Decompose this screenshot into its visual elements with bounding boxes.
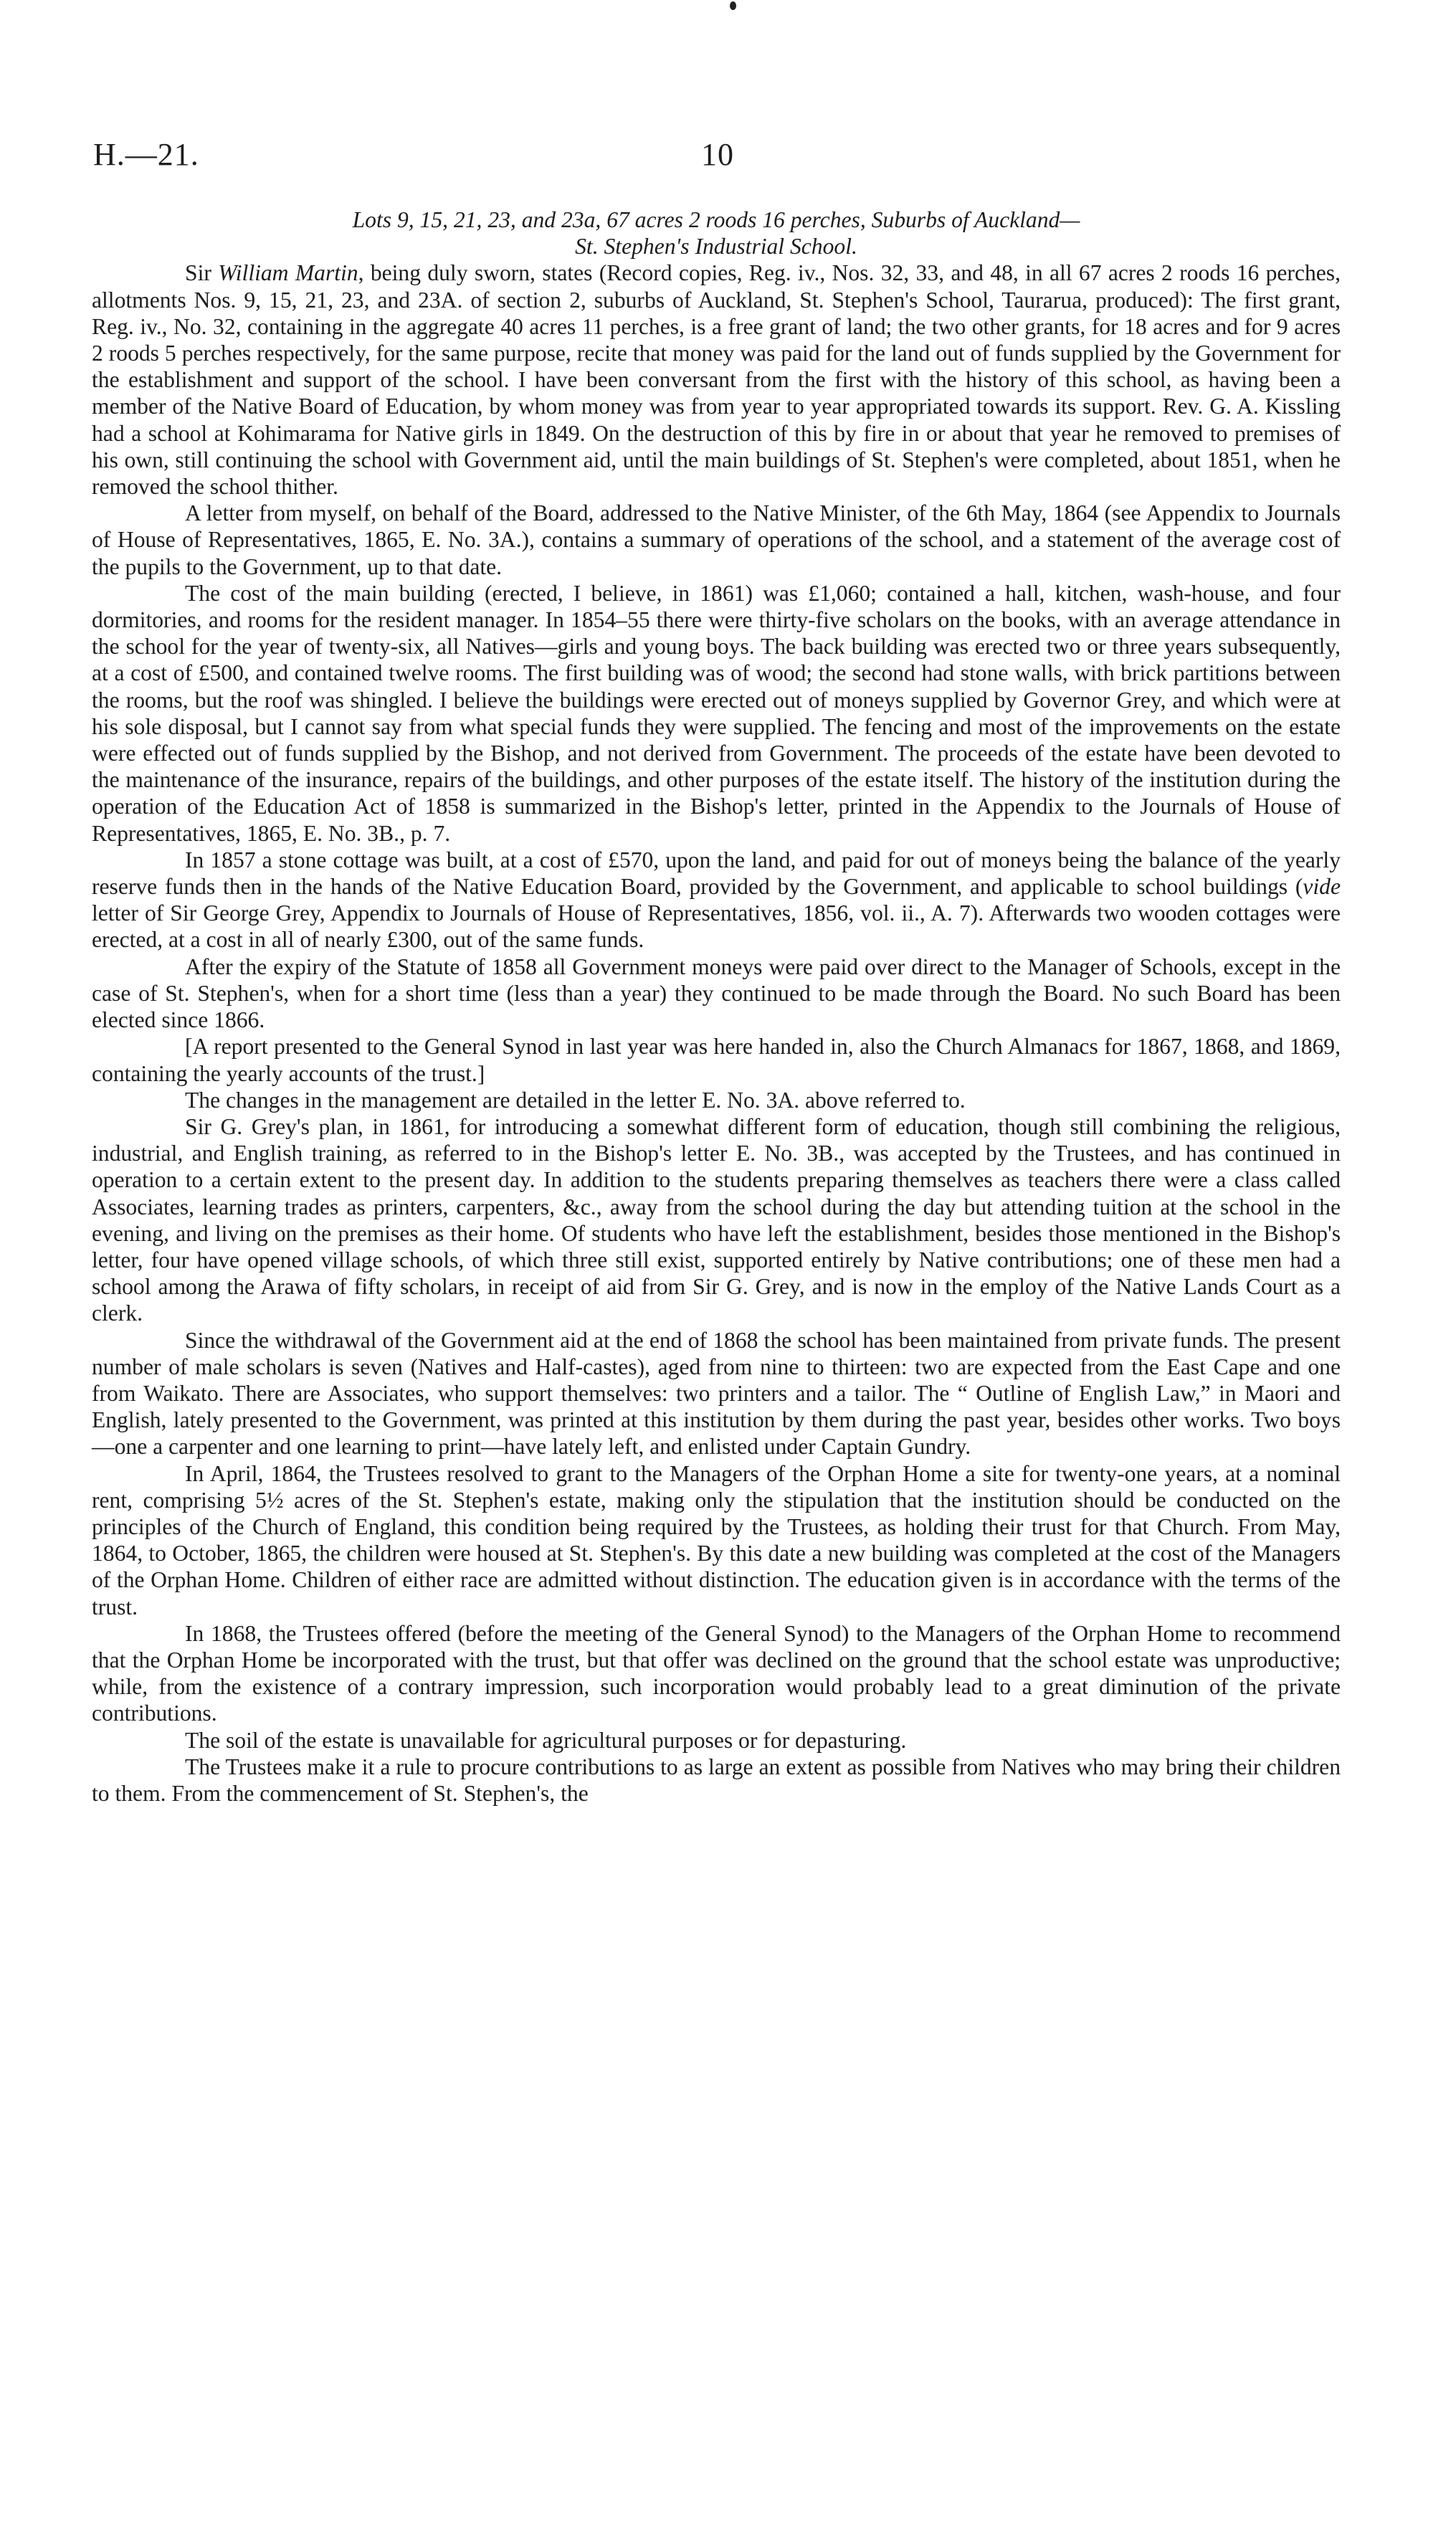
- paragraph-5: After the expiry of the Statute of 1858 all Government moneys were paid over direct to the Manager of Schools, except in the case of St. Stephen's, when for a short time (less than a year) they continued to be made through the Board. No such Board has been elected since 1866.: [92, 953, 1341, 1033]
- document-body: [92, 206, 1341, 1807]
- paragraph-9: Since the withdrawal of the Government aid at the end of 1868 the school has been maintained from private funds. The present number of male scholars is seven (Natives and Half-castes), aged from nine to thirteen: two are expected from the East Cape and one from Waikato. There are Associates, who support themselves: two printers and a tailor. The “ Outline of English Law,” in Maori and English, lately presented to the Government, was printed at this institution by them during the past year, besides other works. Two boys—one a carpenter and one learning to print—have lately left, and enlisted under Captain Gundry.: [92, 1327, 1341, 1460]
- witness-name: William Martin: [218, 260, 358, 286]
- page-number: 10: [701, 137, 734, 172]
- paragraph-1: Sir William Martin, being duly sworn, states (Record copies, Reg. iv., Nos. 32, 33, and 48, in all 67 acres 2 roods 16 perches, allotments Nos. 9, 15, 21, 23, and 23A. of section 2, suburbs of Auckland, St. Stephen's School, Taurarua, produced): The first grant, Reg. iv., No. 32, containing in the aggregate 40 acres 11 perches, is a free grant of land; the two other grants, for 18 acres and for 9 acres 2 roods 5 perches respectively, for the same purpose, recite that money was paid for the land out of funds supplied by the Government for the establishment and support of the school. I have been conversant from the first with the history of this school, as having been a member of the Native Board of Education, by whom money was from year to year appropriated towards its support. Rev. G. A. Kissling had a school at Kohimarama for Native girls in 1849. On the destruction of this by fire in or about that year he removed to premises of his own, still continuing the school with Government aid, until the main buildings of St. Stephen's were completed, about 1851, when he removed the school thither.: [92, 260, 1341, 500]
- paragraph-7: The changes in the management are detailed in the letter E. No. 3A. above referred to.: [185, 1087, 966, 1113]
- section-title-line-1: Lots 9, 15, 21, 23, and 23a, 67 acres 2 roods 16 perches, Suburbs of Auckland—: [352, 207, 1080, 232]
- paragraph-12: The soil of the estate is unavailable for agricultural purposes or for depasturing.: [185, 1727, 907, 1753]
- paragraph-3: The cost of the main building (erected, I believe, in 1861) was £1,060; contained a hall, kitchen, wash-house, and four dormitories, and rooms for the resident manager. In 1854–55 there were thirty-five scholars on the books, with an average attendance in the school for the year of twenty-six, all Natives—girls and young boys. The back building was erected two or three years subsequently, at a cost of £500, and contained twelve rooms. The first building was of wood; the second had stone walls, with brick partitions between the rooms, but the roof was shingled. I believe the buildings were erected out of moneys supplied by Governor Grey, and which were at his sole disposal, but I cannot say from what special funds they were supplied. The fencing and most of the improvements on the estate were effected out of funds supplied by the Bishop, and not derived from Government. The proceeds of the estate have been devoted to the maintenance of the insurance, repairs of the buildings, and other purposes of the estate itself. The history of the institution during the operation of the Education Act of 1858 is summarized in the Bishop's letter, printed in the Appendix to the Journals of House of Representatives, 1865, E. No. 3B., p. 7.: [92, 580, 1341, 846]
- paragraph-6: [A report presented to the General Synod in last year was here handed in, also the Church Almanacs for 1867, 1868, and 1869, containing the yearly accounts of the trust.]: [92, 1034, 1341, 1086]
- paragraph-10: In April, 1864, the Trustees resolved to grant to the Managers of the Orphan Home a site for twenty-one years, at a nominal rent, comprising 5½ acres of the St. Stephen's estate, making only the stipulation that the institution should be conducted on the principles of the Church of England, this condition being required by the Trustees, as holding their trust for that Church. From May, 1864, to October, 1865, the children were housed at St. Stephen's. By this date a new building was completed at the cost of the Managers of the Orphan Home. Children of either race are admitted without distinction. The education given is in accordance with the terms of the trust.: [92, 1460, 1341, 1619]
- paragraph-2: A letter from myself, on behalf of the Board, addressed to the Native Minister, of the 6th May, 1864 (see Appendix to Journals of House of Representatives, 1865, E. No. 3A.), contains a summary of operations of the school, and a statement of the average cost of the pupils to the Government, up to that date.: [92, 500, 1341, 579]
- section-title-line-2: St. Stephen's Industrial School.: [575, 234, 857, 260]
- paragraph-11: In 1868, the Trustees offered (before the meeting of the General Synod) to the Managers of the Orphan Home to recommend that the Orphan Home be incorporated with the trust, but that offer was declined on the ground that the school estate was unproductive; while, from the existence of a contrary impression, such incorporation would probably lead to a great diminution of the private contributions.: [92, 1620, 1341, 1726]
- paragraph-8: Sir G. Grey's plan, in 1861, for introducing a somewhat different form of education, though still combining the religious, industrial, and English training, as referred to in the Bishop's letter E. No. 3B., was accepted by the Trustees, and has continued in operation to a certain extent to the present day. In addition to the students preparing themselves as teachers there were a class called Associates, learning trades as printers, carpenters, &c., away from the school during the day but attending tuition at the school in the evening, and living on the premises as their home. Of students who have left the establishment, besides those mentioned in the Bishop's letter, four have opened village schools, of which three still exist, supported entirely by Native contributions; one of these men had a school among the Arawa of fifty scholars, in receipt of aid from Sir G. Grey, and is now in the employ of the Native Lands Court as a clerk.: [92, 1113, 1341, 1326]
- document-reference: H.—21.: [93, 137, 199, 172]
- paragraph-13: The Trustees make it a rule to procure contributions to as large an extent as possible from Natives who may bring their children to them. From the commencement of St. Stephen's, the: [92, 1754, 1341, 1806]
- ink-speck: [730, 1, 736, 10]
- paragraph-4: In 1857 a stone cottage was built, at a cost of £570, upon the land, and paid for out of moneys being the balance of the yearly reserve funds then in the hands of the Native Education Board, provided by the Government, and applicable to school buildings (vide letter of Sir George Grey, Appendix to Journals of House of Representatives, 1856, vol. ii., A. 7). Afterwards two wooden cottages were erected, at a cost in all of nearly £300, out of the same funds.: [92, 847, 1341, 953]
